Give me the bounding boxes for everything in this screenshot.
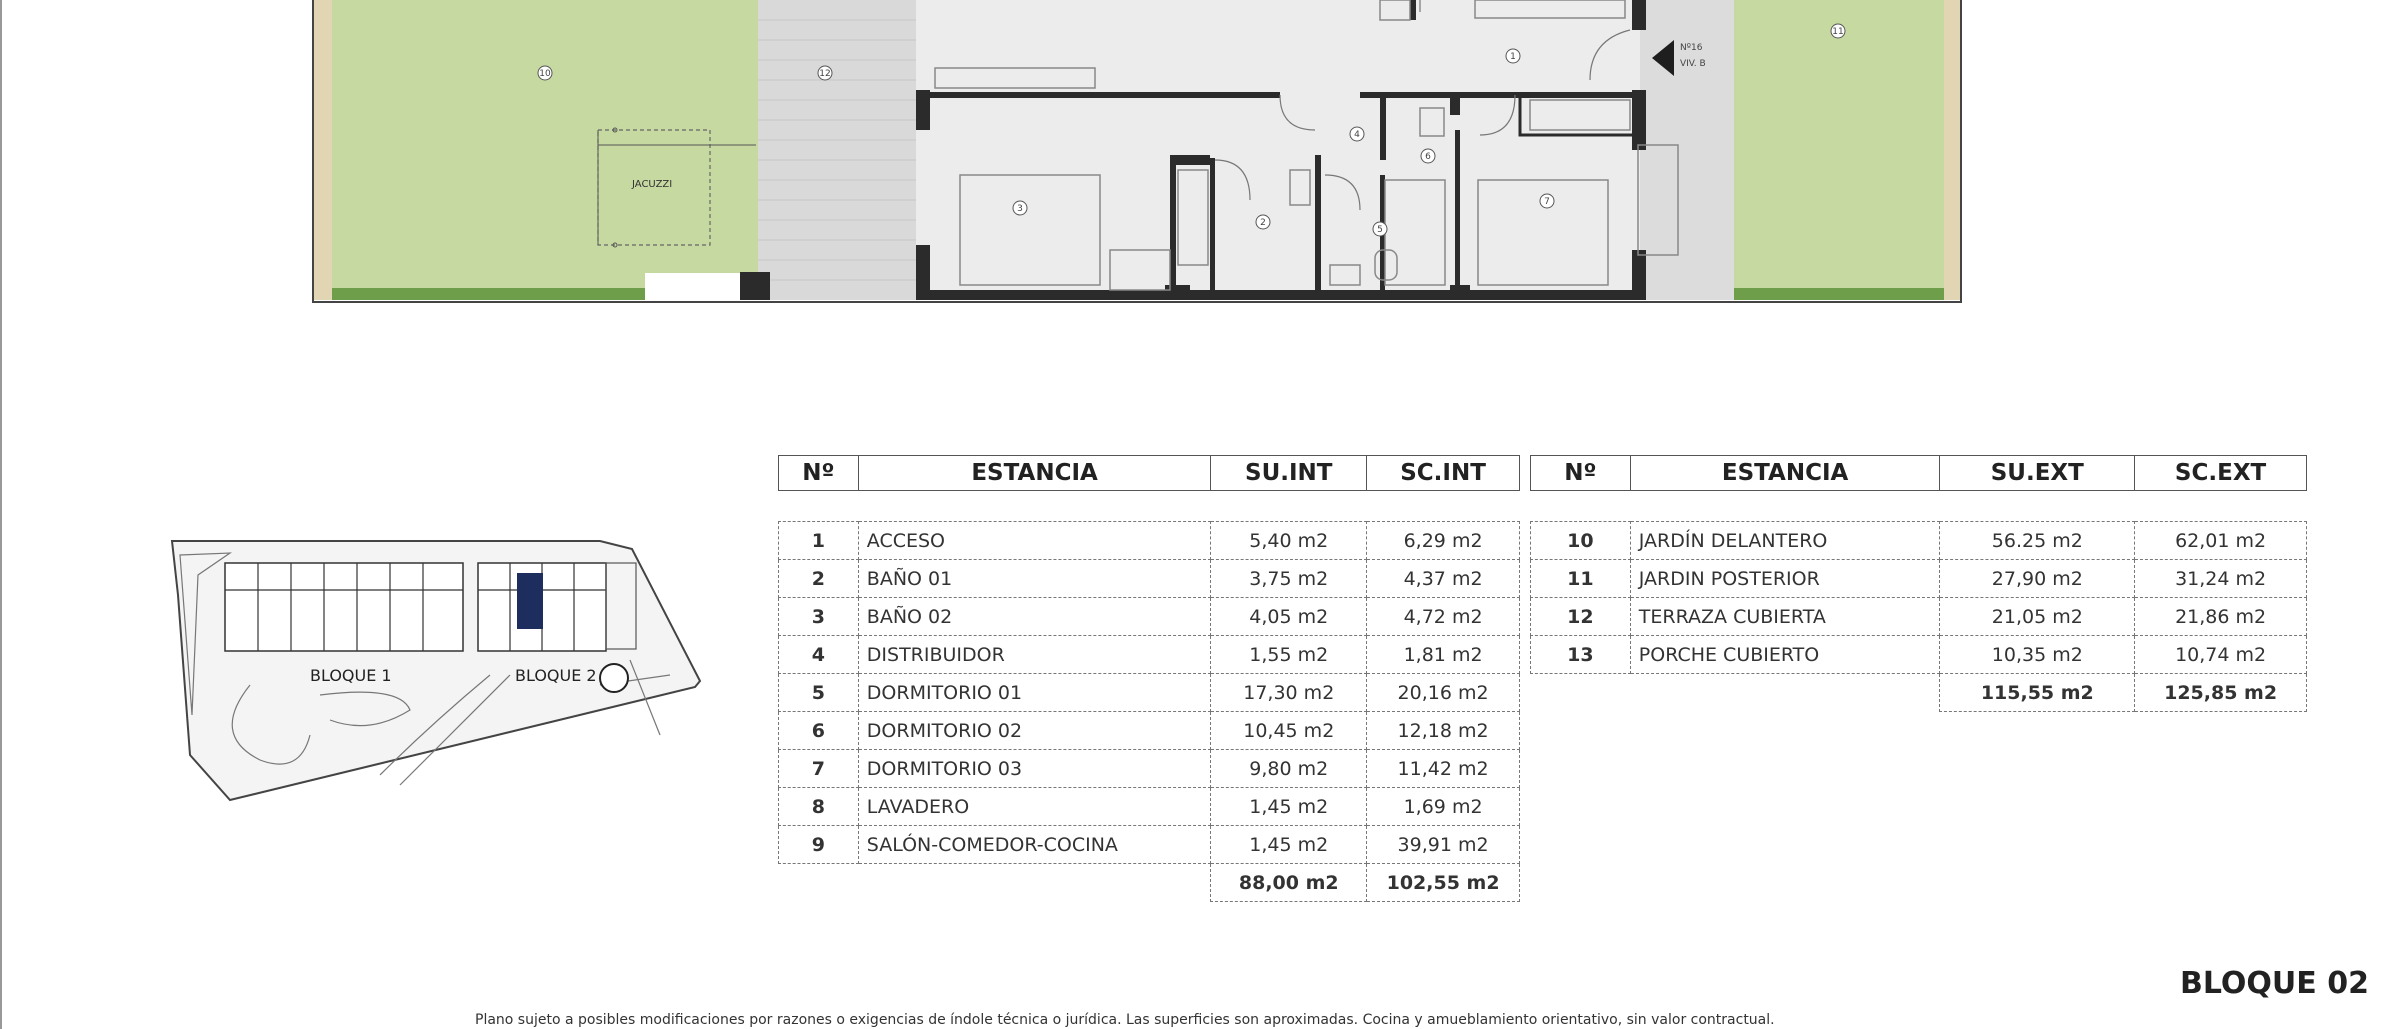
room-tag: 1 xyxy=(1510,52,1516,62)
room-tag: 2 xyxy=(1260,218,1266,228)
arrow-label-line1: Nº16 xyxy=(1680,43,1703,53)
room-number: 7 xyxy=(779,750,859,788)
garden-left-edge xyxy=(314,0,332,300)
arrow-label-line2: VIV. B xyxy=(1680,59,1706,69)
room-name: ACCESO xyxy=(858,522,1211,560)
table-row xyxy=(1531,560,2307,598)
total-su: 88,00 m2 xyxy=(1211,864,1367,902)
sc-value: 39,91 m2 xyxy=(1367,826,1520,864)
col-header-num: Nº xyxy=(779,456,859,491)
room-number: 8 xyxy=(779,788,859,826)
block-2-label: BLOQUE 2 xyxy=(515,666,597,685)
su-value: 4,05 m2 xyxy=(1211,598,1367,636)
interior-areas-table xyxy=(778,455,1520,902)
room-number: 4 xyxy=(779,636,859,674)
room-tag: 3 xyxy=(1017,204,1023,214)
room-number: 10 xyxy=(1531,522,1631,560)
table-row xyxy=(1531,598,2307,636)
entry-gap xyxy=(645,273,740,300)
room-name: PORCHE CUBIERTO xyxy=(1630,636,1940,674)
block-1-outline xyxy=(225,563,463,651)
sc-value: 4,37 m2 xyxy=(1367,560,1520,598)
room-name: SALÓN-COMEDOR-COCINA xyxy=(858,826,1211,864)
su-value: 1,45 m2 xyxy=(1211,788,1367,826)
room-tag: 7 xyxy=(1544,197,1550,207)
sc-value: 12,18 m2 xyxy=(1367,712,1520,750)
room-number: 6 xyxy=(779,712,859,750)
su-value: 9,80 m2 xyxy=(1211,750,1367,788)
room-tag: 5 xyxy=(1377,225,1383,235)
table-row xyxy=(779,826,1520,864)
su-value: 1,45 m2 xyxy=(1211,826,1367,864)
sc-value: 21,86 m2 xyxy=(2135,598,2307,636)
room-name: DORMITORIO 01 xyxy=(858,674,1211,712)
room-name: TERRAZA CUBIERTA xyxy=(1630,598,1940,636)
room-name: DORMITORIO 02 xyxy=(858,712,1211,750)
su-value: 10,45 m2 xyxy=(1211,712,1367,750)
table-header-row xyxy=(779,456,1520,491)
sc-value: 62,01 m2 xyxy=(2135,522,2307,560)
col-header-su: SU.EXT xyxy=(1940,456,2135,491)
col-header-room: ESTANCIA xyxy=(858,456,1211,491)
room-tag: 12 xyxy=(819,69,831,79)
room-tag: 11 xyxy=(1832,27,1844,37)
sc-value: 10,74 m2 xyxy=(2135,636,2307,674)
room-number: 2 xyxy=(779,560,859,598)
terrace-paving xyxy=(758,0,916,300)
block-1-label: BLOQUE 1 xyxy=(310,666,392,685)
room-tag: 4 xyxy=(1354,130,1360,140)
table-row xyxy=(779,522,1520,560)
exterior-areas-table xyxy=(1530,455,2307,712)
sc-value: 11,42 m2 xyxy=(1367,750,1520,788)
roundabout-icon xyxy=(600,664,628,692)
sc-value: 6,29 m2 xyxy=(1367,522,1520,560)
table-row xyxy=(779,712,1520,750)
site-plan xyxy=(170,535,710,805)
sc-value: 20,16 m2 xyxy=(1367,674,1520,712)
selected-unit-highlight xyxy=(517,573,543,629)
col-header-sc: SC.INT xyxy=(1367,456,1520,491)
total-sc: 125,85 m2 xyxy=(2135,674,2307,712)
table-row xyxy=(779,598,1520,636)
room-name: DISTRIBUIDOR xyxy=(858,636,1211,674)
total-sc: 102,55 m2 xyxy=(1367,864,1520,902)
room-name: BAÑO 02 xyxy=(858,598,1211,636)
room-number: 13 xyxy=(1531,636,1631,674)
room-tag: 6 xyxy=(1425,152,1431,162)
disclaimer-text: Plano sujeto a posibles modificaciones por razones o exigencias de índole técnica o jurídica. Las superficies son aproximadas. Cocina y amueblamiento orientativo, sin valor contractual. xyxy=(475,1012,1775,1028)
su-value: 27,90 m2 xyxy=(1940,560,2135,598)
table-row xyxy=(779,560,1520,598)
room-number: 5 xyxy=(779,674,859,712)
hedge-right xyxy=(1734,288,1944,300)
sc-value: 4,72 m2 xyxy=(1367,598,1520,636)
house-interior xyxy=(916,0,1640,300)
table-total-row xyxy=(1531,674,2307,712)
sc-value: 1,69 m2 xyxy=(1367,788,1520,826)
room-name: JARDIN POSTERIOR xyxy=(1630,560,1940,598)
sc-value: 31,24 m2 xyxy=(2135,560,2307,598)
table-row xyxy=(779,750,1520,788)
room-name: LAVADERO xyxy=(858,788,1211,826)
table-header-row xyxy=(1531,456,2307,491)
col-header-room: ESTANCIA xyxy=(1630,456,1940,491)
table-row xyxy=(1531,636,2307,674)
room-name: JARDÍN DELANTERO xyxy=(1630,522,1940,560)
floor-plan xyxy=(0,0,2400,310)
table-row xyxy=(779,674,1520,712)
total-su: 115,55 m2 xyxy=(1940,674,2135,712)
su-value: 3,75 m2 xyxy=(1211,560,1367,598)
col-header-su: SU.INT xyxy=(1211,456,1367,491)
table-row xyxy=(779,788,1520,826)
su-value: 17,30 m2 xyxy=(1211,674,1367,712)
sc-value: 1,81 m2 xyxy=(1367,636,1520,674)
room-number: 1 xyxy=(779,522,859,560)
garden-right xyxy=(1734,0,1944,290)
garden-right-edge xyxy=(1944,0,1960,300)
col-header-sc: SC.EXT xyxy=(2135,456,2307,491)
su-value: 5,40 m2 xyxy=(1211,522,1367,560)
room-name: DORMITORIO 03 xyxy=(858,750,1211,788)
room-number: 3 xyxy=(779,598,859,636)
room-number: 12 xyxy=(1531,598,1631,636)
room-tag: 10 xyxy=(539,69,551,79)
table-row xyxy=(779,636,1520,674)
room-name: BAÑO 01 xyxy=(858,560,1211,598)
col-header-num: Nº xyxy=(1531,456,1631,491)
su-value: 10,35 m2 xyxy=(1940,636,2135,674)
su-value: 1,55 m2 xyxy=(1211,636,1367,674)
block-title: BLOQUE 02 xyxy=(2180,966,2369,1001)
room-number: 11 xyxy=(1531,560,1631,598)
table-total-row xyxy=(779,864,1520,902)
su-value: 21,05 m2 xyxy=(1940,598,2135,636)
table-row xyxy=(1531,522,2307,560)
jacuzzi-label: JACUZZI xyxy=(632,179,673,190)
su-value: 56.25 m2 xyxy=(1940,522,2135,560)
room-number: 9 xyxy=(779,826,859,864)
